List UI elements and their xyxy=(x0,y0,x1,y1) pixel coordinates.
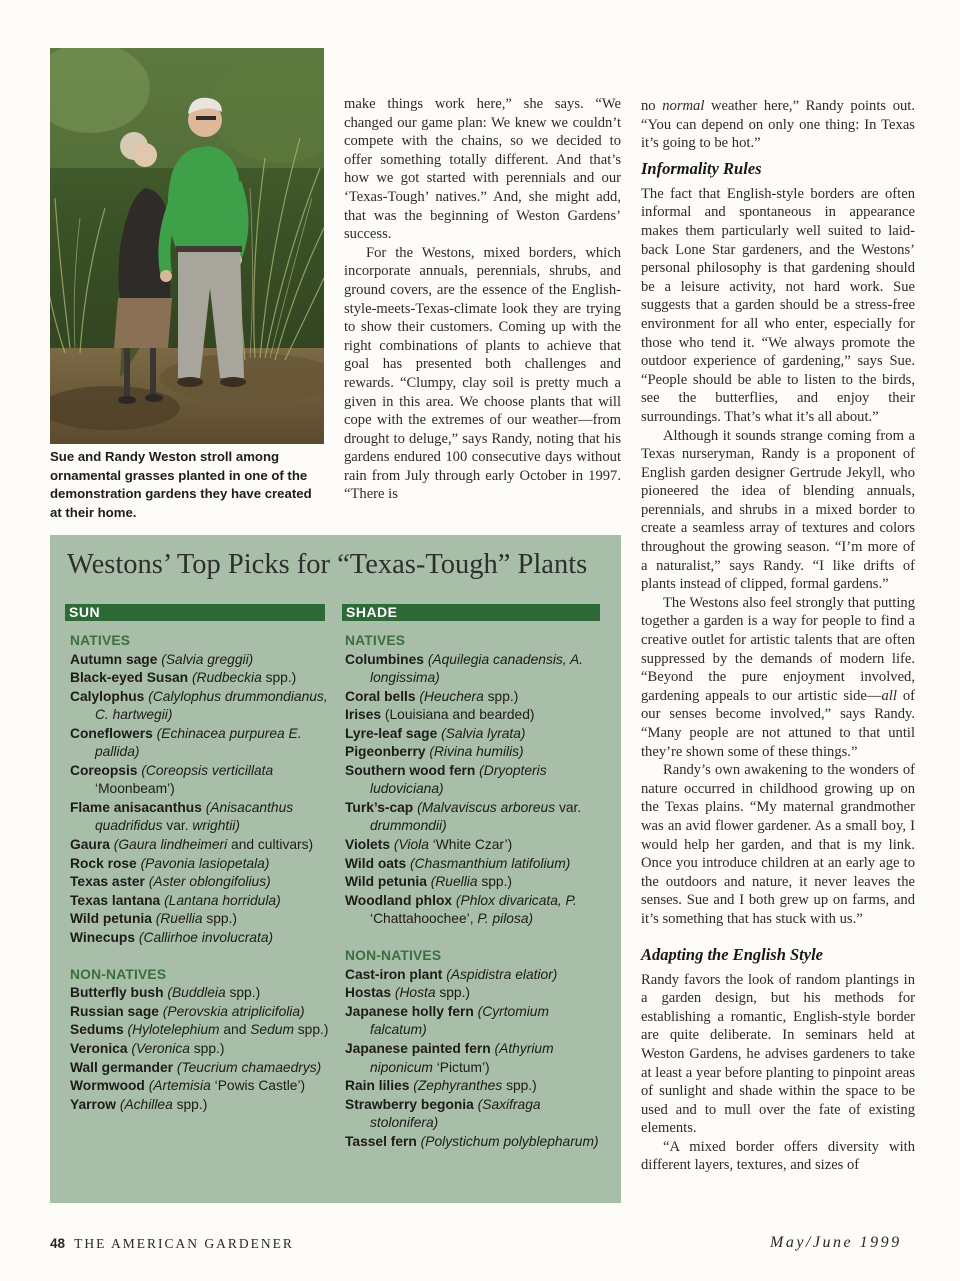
plant-note: ‘White Czar’) xyxy=(428,837,513,853)
plant-entry xyxy=(345,892,607,929)
plant-common-name: Rain lilies xyxy=(345,1078,410,1094)
plant-entry xyxy=(345,1040,607,1077)
plant-entry xyxy=(345,855,607,874)
plant-entry xyxy=(345,966,607,985)
body-paragraph xyxy=(641,97,915,153)
plant-scientific-name: (Ruellia xyxy=(430,874,478,890)
shade-non-natives-items xyxy=(345,966,607,1151)
subheading-adapting-english-style: Adapting the English Style xyxy=(641,944,823,964)
page-number: 48 xyxy=(50,1236,66,1251)
plant-entry xyxy=(70,799,335,836)
plant-common-name: Winecups xyxy=(70,929,136,945)
plant-entry xyxy=(70,725,335,762)
text-run: weather here,” Randy points out. “You can depend on only one thing: In Texas it’s going to be hot.” xyxy=(641,98,915,152)
plant-note: spp.) xyxy=(477,874,513,890)
plant-common-name: Sedums xyxy=(70,1022,124,1038)
plant-entry xyxy=(70,1096,335,1115)
body-paragraph: make things work here,” she says. “We changed our game plan: We knew we couldn’t compete with the chains, so we decided to offer something totally different. And that’s how we got started with perennials and our ‘Texas-Tough’ natives.” And, she might add, that was the beginning of Weston Gardens’ success. xyxy=(344,96,621,243)
body-paragraph: For the Westons, mixed borders, which incorporate annuals, perennials, shrubs, and ground covers, are the essence of the English-style-meets-Texas-climate look they are trying to show their customers. Coming up with the right combinations of plants to achieve that goal has presented both challenges and rewards. “Clumpy, clay soil is pretty much a given in this area. We choose plants that will cope with the extremes of our weather—from drought to deluge,” says Randy, noting that his gardens endured 100 consecutive days without rain from July through early October in 1997. “There is xyxy=(344,244,621,503)
plant-scientific-name: (Achillea xyxy=(119,1096,173,1112)
plant-common-name: Rock rose xyxy=(70,855,137,871)
plant-entry xyxy=(345,743,607,762)
article-column-right xyxy=(641,97,915,1175)
plant-note: ‘Powis Castle’) xyxy=(210,1078,306,1094)
plant-scientific-name: (Ruellia xyxy=(155,911,203,927)
shade-plant-list xyxy=(345,632,607,1151)
plant-scientific-name: (Coreopsis verticillata xyxy=(141,762,274,778)
plant-common-name: Japanese holly fern xyxy=(345,1003,474,1019)
plant-common-name: Wall germander xyxy=(70,1059,173,1075)
plant-note: ‘Pictum’) xyxy=(432,1059,490,1075)
plant-scientific-name: Sedum xyxy=(250,1022,294,1038)
plant-common-name: Coral bells xyxy=(345,688,416,704)
plant-entry xyxy=(345,1096,607,1133)
sun-natives-label: NATIVES xyxy=(70,633,131,648)
plant-scientific-name: (Phlox divaricata, P. xyxy=(455,892,577,908)
plant-entry xyxy=(70,1003,335,1022)
photo-caption: Sue and Randy Weston stroll among ornamental grasses planted in one of the demonstration gardens they have created at their home. xyxy=(50,449,312,520)
plant-common-name: Cast-iron plant xyxy=(345,966,443,982)
sun-non-natives-label: NON-NATIVES xyxy=(70,966,167,982)
plant-note: ‘Chattahoochee’, xyxy=(370,911,478,927)
body-paragraph: Randy favors the look of random plantings in a garden design, but his methods for establishing a romantic, English-style border are quite deliberate. In seminars held at Weston Gardens, he advises gardeners to take at least a year before planting to pinpoint areas of sunlight and shade within the space to be used and to mull over the fate of existing elements. xyxy=(641,971,915,1137)
plant-scientific-name: (Veronica xyxy=(131,1040,190,1056)
plant-entry xyxy=(70,836,335,855)
plant-entry xyxy=(70,892,335,911)
plant-entry xyxy=(345,1077,607,1096)
plant-common-name: Hostas xyxy=(345,985,392,1001)
body-paragraph: Although it sounds strange coming from a Texas nurseryman, Randy is a proponent of English garden designer Gertrude Jekyll, who pioneered the idea of blending annuals, perennials, and shrubs in a mixed border to create a seamless array of textures and colors throughout the growing season. “I’m more of a naturalist,” says Randy. “I like drifts of plants instead of clipped, formal gardens.” xyxy=(641,427,915,593)
plant-common-name: Violets xyxy=(345,837,390,853)
plant-common-name: Veronica xyxy=(70,1040,128,1056)
plant-entry xyxy=(345,762,607,799)
plant-scientific-name: (Aster oblongifolius) xyxy=(148,874,271,890)
plant-scientific-name: (Rivina humilis) xyxy=(429,744,524,760)
plant-entry xyxy=(345,706,607,725)
plant-scientific-name: (Aquilegia canadensis, A. longissima) xyxy=(370,651,583,686)
plant-scientific-name: (Anisacanthus quadrifidus xyxy=(95,799,294,834)
plant-entry xyxy=(70,1059,335,1078)
plant-scientific-name: (Zephyranthes xyxy=(413,1078,503,1094)
plant-scientific-name: (Echinacea purpurea E. pallida) xyxy=(95,725,302,760)
plant-scientific-name: (Salvia greggii) xyxy=(161,651,254,667)
plant-common-name: Pigeonberry xyxy=(345,744,426,760)
sun-section-header: SUN xyxy=(65,604,325,621)
plant-scientific-name: (Saxifraga stolonifera) xyxy=(370,1096,541,1131)
sun-non-natives-items xyxy=(70,984,335,1114)
plant-note: spp.) xyxy=(189,1040,225,1056)
plant-scientific-name: (Malvaviscus arboreus xyxy=(417,799,556,815)
plant-entry xyxy=(345,984,607,1003)
plant-entry xyxy=(345,1003,607,1040)
plant-scientific-name: (Pavonia lasiopetala) xyxy=(140,855,270,871)
body-paragraph: The fact that English-style borders are often informal and spontaneous in appearance makes them particularly well suited to laid-back Lone Star gardeners, and the Westons’ personal philosophy is that gardening should be a leisure activity, not hard work. Sue suggests that a garden should be a stress-free environment for all who enter, especially for those who tend it. “We always promote the outdoor experience of gardening,” says Sue. “People should be able to listen to the birds, see the butterflies, and enjoy their surroundings. That’s what it’s all about.” xyxy=(641,185,915,425)
plant-common-name: Texas lantana xyxy=(70,892,161,908)
plant-common-name: Butterfly bush xyxy=(70,985,164,1001)
plant-common-name: Strawberry begonia xyxy=(345,1096,474,1112)
body-paragraph: Randy’s own awakening to the wonders of nature occurred in childhood growing up on the Texas plains. “My maternal grandmother was an avid flower gardener. As a small boy, I would help her garden, and that is my link. Once you introduce children at an early age to the outdoors and nature, it never leaves the senses. Sue and I both grew up on farms, and it’s something that has stuck with us.” xyxy=(641,762,915,927)
plant-scientific-name: (Lantana horridula) xyxy=(164,892,281,908)
plant-note: spp.) xyxy=(483,688,519,704)
plant-scientific-name: drummondii) xyxy=(370,818,447,834)
plant-common-name: Calylophus xyxy=(70,688,145,704)
plant-scientific-name: wrightii) xyxy=(192,818,240,834)
plant-common-name: Flame anisacanthus xyxy=(70,799,202,815)
plant-note: spp.) xyxy=(172,1096,208,1112)
text-run: The Westons also feel strongly that putting together a garden is a way for people to find a creative outlet for artistic talents that are often suppressed by the demands of modern life. “Beyond the pure enjoyment involved, gardening appeals to our artistic side— xyxy=(641,594,915,704)
plant-note: and xyxy=(219,1022,251,1038)
plant-entry xyxy=(70,929,335,948)
plant-note: (Louisiana and bearded) xyxy=(384,707,535,723)
body-paragraph xyxy=(641,594,915,761)
plant-entry xyxy=(70,855,335,874)
plant-entry xyxy=(70,762,335,799)
plant-scientific-name: (Artemisia xyxy=(148,1078,211,1094)
plant-entry xyxy=(345,873,607,892)
plant-scientific-name: (Teucrium chamaedrys) xyxy=(176,1059,322,1075)
plant-entry xyxy=(345,836,607,855)
plant-common-name: Black-eyed Susan xyxy=(70,670,189,686)
plant-scientific-name: (Aspidistra elatior) xyxy=(446,966,558,982)
plant-common-name: Japanese painted fern xyxy=(345,1040,491,1056)
plant-entry xyxy=(345,1133,607,1152)
plant-scientific-name: (Viola xyxy=(393,837,429,853)
plant-common-name: Southern wood fern xyxy=(345,762,476,778)
plant-scientific-name: (Rudbeckia xyxy=(191,670,262,686)
plant-entry xyxy=(345,799,607,836)
plant-entry xyxy=(70,1040,335,1059)
sun-plant-list xyxy=(70,632,335,1114)
plant-scientific-name: (Athyrium niponicum xyxy=(370,1040,554,1075)
sidebar-title: Westons’ Top Picks for “Texas-Tough” Plants xyxy=(67,549,588,580)
emphasis-text: normal xyxy=(662,98,705,114)
plant-scientific-name: (Hosta xyxy=(394,985,436,1001)
plant-entry xyxy=(345,725,607,744)
plant-note: spp.) xyxy=(293,1022,329,1038)
plant-common-name: Woodland phlox xyxy=(345,892,453,908)
plant-common-name: Wild petunia xyxy=(70,911,152,927)
plant-common-name: Turk’s-cap xyxy=(345,799,414,815)
shade-section-header: SHADE xyxy=(342,604,600,621)
plant-scientific-name: (Dryopteris ludoviciana) xyxy=(370,762,547,797)
plant-scientific-name: P. pilosa) xyxy=(477,911,534,927)
plant-common-name: Irises xyxy=(345,707,382,723)
subheading-informality-rules: Informality Rules xyxy=(641,158,762,178)
plant-entry xyxy=(345,688,607,707)
plant-scientific-name: (Buddleia xyxy=(167,985,226,1001)
plant-note: spp.) xyxy=(502,1078,537,1094)
plant-common-name: Wormwood xyxy=(70,1078,145,1094)
plant-scientific-name: (Hylotelephium xyxy=(127,1022,220,1038)
plant-note: spp.) xyxy=(261,670,297,686)
plant-common-name: Coneflowers xyxy=(70,725,153,741)
plant-common-name: Coreopsis xyxy=(70,762,138,778)
plant-entry xyxy=(70,984,335,1003)
top-picks-sidebar xyxy=(50,535,621,1203)
plant-scientific-name: (Cyrtomium falcatum) xyxy=(370,1003,549,1038)
plant-scientific-name: (Perovskia atriplicifolia) xyxy=(162,1003,305,1019)
plant-entry xyxy=(70,1077,335,1096)
plant-scientific-name: (Callirhoe involucrata) xyxy=(138,929,274,945)
page-footer xyxy=(50,1236,294,1252)
plant-common-name: Wild oats xyxy=(345,855,407,871)
plant-note: spp.) xyxy=(202,911,238,927)
text-run: no xyxy=(641,98,663,114)
plant-common-name: Yarrow xyxy=(70,1096,117,1112)
photo-illustration xyxy=(50,48,324,444)
publication-name: THE AMERICAN GARDENER xyxy=(74,1236,294,1251)
plant-scientific-name: (Chasmanthium latifolium) xyxy=(410,855,571,871)
plant-entry xyxy=(345,651,607,688)
plant-entry xyxy=(70,910,335,929)
plant-note: and cultivars) xyxy=(227,837,314,853)
plant-common-name: Autumn sage xyxy=(70,651,158,667)
plant-entry xyxy=(70,688,335,725)
plant-scientific-name: (Heuchera xyxy=(419,688,484,704)
text-run: of our senses become involved,” says Randy. “Many people are not attuned to that until they’re shown some of these things.” xyxy=(641,687,915,760)
plant-common-name: Texas aster xyxy=(70,874,145,890)
shade-natives-label: NATIVES xyxy=(345,633,406,648)
plant-scientific-name: (Polystichum polyblepharum) xyxy=(420,1133,599,1149)
plant-note: var. xyxy=(555,799,582,815)
plant-common-name: Russian sage xyxy=(70,1003,159,1019)
body-paragraph: “A mixed border offers diversity with different layers, textures, and sizes of xyxy=(641,1138,915,1174)
plant-entry xyxy=(70,873,335,892)
article-column-middle xyxy=(344,95,621,504)
plant-common-name: Lyre-leaf sage xyxy=(345,725,438,741)
garden-photo xyxy=(50,48,324,444)
plant-note: spp.) xyxy=(225,985,261,1001)
shade-natives-items xyxy=(345,651,607,929)
plant-note: spp.) xyxy=(435,985,471,1001)
plant-common-name: Tassel fern xyxy=(345,1133,417,1149)
plant-entry xyxy=(70,651,335,670)
plant-entry xyxy=(70,669,335,688)
emphasis-text: all xyxy=(881,687,897,704)
plant-common-name: Columbines xyxy=(345,651,424,667)
sun-natives-items xyxy=(70,651,335,948)
plant-scientific-name: (Gaura lindheimeri xyxy=(113,837,228,853)
plant-scientific-name: (Salvia lyrata) xyxy=(441,725,526,741)
plant-entry xyxy=(70,1021,335,1040)
plant-note: var. xyxy=(162,818,193,834)
plant-scientific-name: (Calylophus drummondianus, C. hartwegii) xyxy=(95,688,328,723)
plant-common-name: Gaura xyxy=(70,837,110,853)
shade-non-natives-label: NON-NATIVES xyxy=(345,948,442,964)
plant-note: ‘Moonbeam’) xyxy=(95,781,175,797)
plant-common-name: Wild petunia xyxy=(345,874,427,890)
issue-date: May/June 1999 xyxy=(770,1234,902,1251)
